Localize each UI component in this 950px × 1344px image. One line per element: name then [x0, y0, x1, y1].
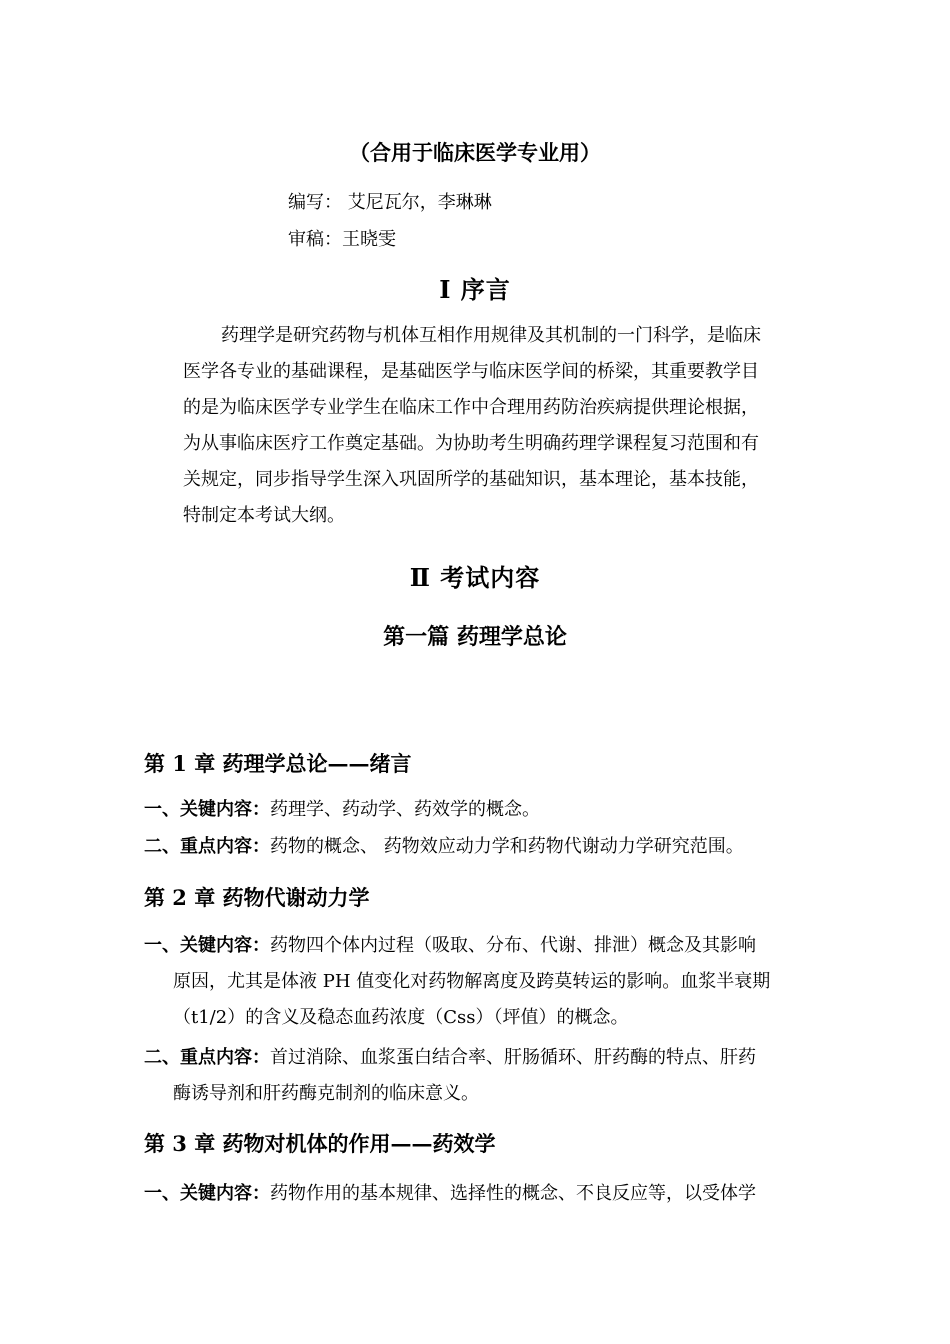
item-text: 药物的概念、 药物效应动力学和药物代谢动力学研究范围。 [270, 836, 744, 857]
reviewer-line: 审稿：王晓雯 [288, 229, 396, 250]
preface-heading: Ⅰ 序言 [439, 275, 511, 304]
preface-line: 药理学是研究药物与机体互相作用规律及其机制的一门科学，是临床 [221, 325, 761, 346]
item-text: 药理学、药动学、药效学的概念。 [270, 799, 540, 820]
preface-paragraph [183, 318, 803, 534]
chapter-item [144, 792, 809, 828]
chapter-item [144, 1040, 809, 1112]
item-text: 首过消除、血浆蛋白结合率、肝肠循环、肝药酶的特点、肝药 [270, 1047, 756, 1068]
part-title: 第一篇 药理学总论 [383, 624, 567, 650]
chapter-item [144, 928, 809, 1036]
item-text: 药物四个体内过程（吸取、分布、代谢、排泄）概念及其影响 [270, 935, 756, 956]
chapter-title: 第 2 章 药物代谢动力学 [144, 885, 370, 910]
item-text: （t1/2）的含义及稳态血药浓度（Css）（坪值）的概念。 [173, 1007, 629, 1028]
preface-line: 关规定，同步指导学生深入巩固所学的基础知识，基本理论，基本技能， [183, 469, 759, 490]
document-subtitle: （合用于临床医学专业用） [349, 140, 601, 165]
chapter-title: 第 1 章 药理学总论——绪言 [144, 751, 412, 776]
item-text: 酶诱导剂和肝药酶克制剂的临床意义。 [173, 1083, 479, 1104]
author-line: 编写： 艾尼瓦尔，李琳琳 [288, 192, 492, 213]
item-text: 药物作用的基本规律、选择性的概念、不良反应等，以受体学 [270, 1183, 756, 1204]
item-label: 一、关键内容： [144, 799, 270, 820]
exam-content-heading: Ⅱ 考试内容 [409, 563, 541, 592]
chapter-title: 第 3 章 药物对机体的作用——药效学 [144, 1131, 496, 1156]
preface-line: 医学各专业的基础课程，是基础医学与临床医学间的桥梁，其重要教学目 [183, 361, 759, 382]
preface-line: 特制定本考试大纲。 [183, 505, 345, 526]
preface-line: 的是为临床医学专业学生在临床工作中合理用药防治疾病提供理论根据， [183, 397, 759, 418]
preface-line: 为从事临床医疗工作奠定基础。为协助考生明确药理学课程复习范围和有 [183, 433, 759, 454]
item-label: 一、关键内容： [144, 1183, 270, 1204]
item-label: 一、关键内容： [144, 935, 270, 956]
item-text: 原因，尤其是体液 PH 值变化对药物解离度及跨莫转运的影响。血浆半衰期 [173, 971, 771, 992]
chapter-item [144, 1176, 809, 1212]
item-label: 二、重点内容： [144, 1047, 270, 1068]
chapter-item [144, 829, 809, 865]
item-label: 二、重点内容： [144, 836, 270, 857]
